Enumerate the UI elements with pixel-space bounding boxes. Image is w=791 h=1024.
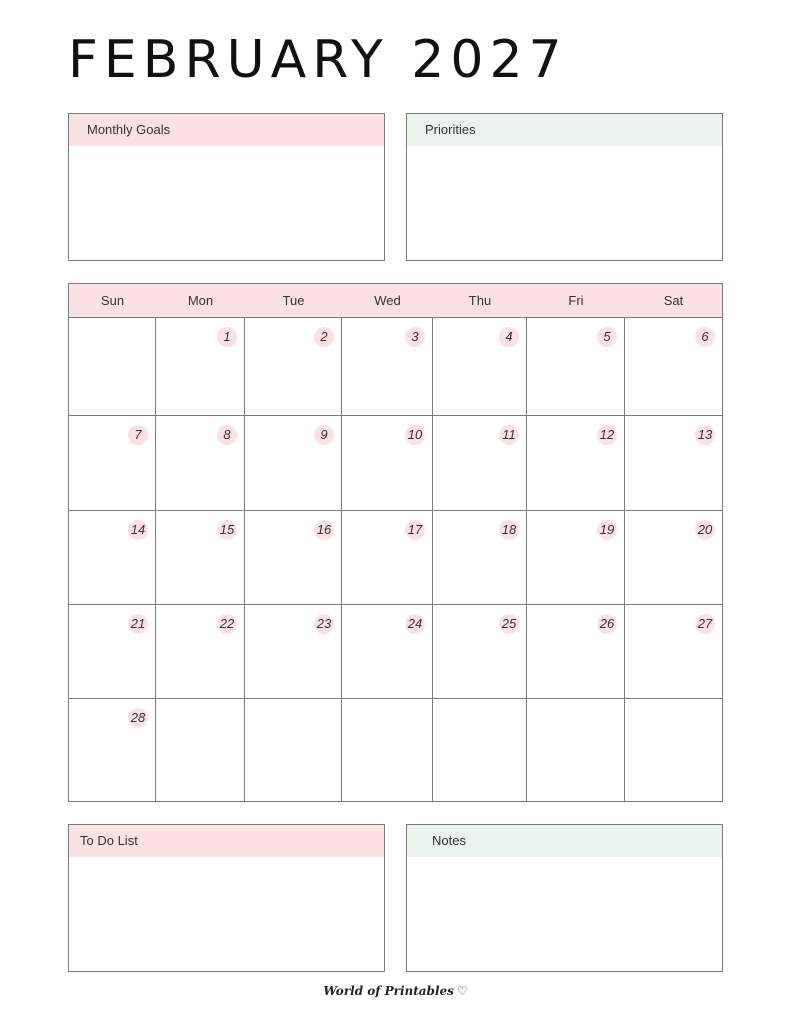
day-number: 17	[405, 520, 425, 540]
day-cell[interactable]	[625, 416, 722, 511]
day-number: 19	[597, 520, 617, 540]
day-number: 9	[314, 425, 334, 445]
day-number: 5	[597, 327, 617, 347]
day-cell[interactable]	[527, 699, 625, 801]
day-cell[interactable]	[69, 699, 156, 801]
day-number: 18	[499, 520, 519, 540]
day-cell[interactable]	[527, 605, 625, 699]
day-number: 4	[499, 327, 519, 347]
day-cell[interactable]	[69, 318, 156, 416]
day-number: 10	[405, 425, 425, 445]
day-number: 1	[217, 327, 237, 347]
day-number: 13	[695, 425, 715, 445]
day-number: 28	[128, 708, 148, 728]
weekday-header-row	[69, 284, 722, 318]
day-number: 16	[314, 520, 334, 540]
day-cell[interactable]	[625, 699, 722, 801]
day-number: 22	[217, 614, 237, 634]
day-cell[interactable]	[69, 416, 156, 511]
day-cell[interactable]	[69, 605, 156, 699]
day-number: 2	[314, 327, 334, 347]
weekday-mon: Mon	[187, 293, 214, 308]
day-cell[interactable]	[69, 511, 156, 605]
priorities-header: Priorities	[407, 114, 722, 146]
day-number: 11	[499, 425, 519, 445]
day-cell[interactable]	[342, 699, 433, 801]
day-cell[interactable]	[245, 699, 342, 801]
day-cell[interactable]	[245, 605, 342, 699]
day-number: 15	[217, 520, 237, 540]
monthly-goals-box[interactable]	[68, 113, 385, 261]
day-cell[interactable]	[433, 605, 527, 699]
notes-box[interactable]	[406, 824, 723, 972]
day-cell[interactable]	[625, 511, 722, 605]
day-number: 14	[128, 520, 148, 540]
day-number: 21	[128, 614, 148, 634]
priorities-box[interactable]	[406, 113, 723, 261]
todo-list-header: To Do List	[69, 825, 384, 857]
day-cell[interactable]	[156, 605, 245, 699]
day-cell[interactable]	[156, 511, 245, 605]
day-number: 12	[597, 425, 617, 445]
page-title: FEBRUARY 2027	[68, 30, 568, 90]
day-cell[interactable]	[245, 511, 342, 605]
day-number: 3	[405, 327, 425, 347]
weekday-fri: Fri	[568, 293, 584, 308]
day-cell[interactable]	[156, 416, 245, 511]
day-cell[interactable]	[433, 318, 527, 416]
calendar-grid	[68, 283, 723, 802]
day-number: 27	[695, 614, 715, 634]
day-number: 6	[695, 327, 715, 347]
brand-text: World of Printables	[323, 984, 454, 998]
day-cell[interactable]	[156, 318, 245, 416]
notes-header: Notes	[407, 825, 722, 857]
day-number: 25	[499, 614, 519, 634]
day-cell[interactable]	[342, 416, 433, 511]
day-number: 7	[128, 425, 148, 445]
monthly-goals-header: Monthly Goals	[69, 114, 384, 146]
weekday-tue: Tue	[282, 293, 305, 308]
weekday-thu: Thu	[468, 293, 492, 308]
day-cell[interactable]	[625, 318, 722, 416]
day-cell[interactable]	[156, 699, 245, 801]
day-cell[interactable]	[342, 318, 433, 416]
todo-list-box[interactable]	[68, 824, 385, 972]
day-cell[interactable]	[625, 605, 722, 699]
weekday-sat: Sat	[663, 293, 684, 308]
weekday-wed: Wed	[374, 293, 401, 308]
day-number: 26	[597, 614, 617, 634]
heart-icon: ♡	[456, 984, 468, 998]
day-cell[interactable]	[245, 416, 342, 511]
day-cell[interactable]	[527, 511, 625, 605]
day-cell[interactable]	[245, 318, 342, 416]
day-cell[interactable]	[342, 605, 433, 699]
day-number: 23	[314, 614, 334, 634]
day-number: 24	[405, 614, 425, 634]
weekday-sun: Sun	[100, 293, 125, 308]
day-cell[interactable]	[433, 699, 527, 801]
day-number: 20	[695, 520, 715, 540]
day-cell[interactable]	[433, 511, 527, 605]
brand-logo	[0, 984, 791, 998]
day-cell[interactable]	[527, 416, 625, 511]
day-cell[interactable]	[527, 318, 625, 416]
day-cell[interactable]	[342, 511, 433, 605]
day-number: 8	[217, 425, 237, 445]
day-cell[interactable]	[433, 416, 527, 511]
